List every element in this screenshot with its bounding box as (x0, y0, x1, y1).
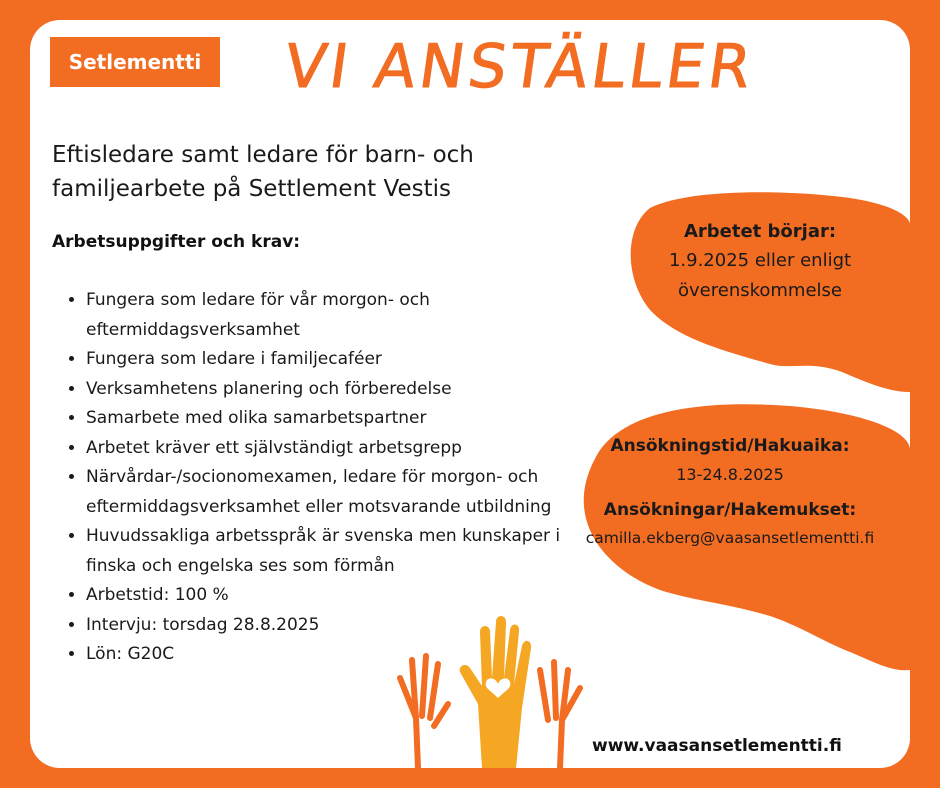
website-link[interactable]: www.vaasansetlementti.fi (592, 736, 842, 756)
start-value-line-1: 1.9.2025 eller enligt (668, 250, 852, 271)
list-item: • Arbetet kräver ett självständigt arbetsgrepp (86, 434, 586, 464)
headline: VI ANSTÄLLER (280, 32, 760, 102)
list-item: • Huvudssakliga arbetsspråk är svenska men kunskaper i finska och engelska ses som förmån (86, 522, 586, 581)
contact-email[interactable]: camilla.ekberg@vaasansetlementti.fi (585, 529, 875, 547)
period-value: 13-24.8.2025 (676, 465, 784, 484)
job-title-line-1: Eftisledare samt ledare för barn- och (52, 142, 474, 168)
job-title-line-2: familjearbete på Settlement Vestis (52, 176, 451, 202)
list-item: • Samarbete med olika samarbetspartner (86, 404, 586, 434)
contact-label: Ansökningar/Hakemukset: (603, 500, 857, 520)
list-item: • Intervju: torsdag 28.8.2025 (86, 611, 586, 641)
application-info (550, 432, 910, 552)
list-item: • Lön: G20C (86, 640, 586, 670)
list-item: • Närvårdar-/socionomexamen, ledare för morgon- och eftermiddagsverksamhet eller motsvarande utbildning (86, 463, 586, 522)
raised-hands-icon (390, 608, 590, 768)
start-info (630, 218, 890, 306)
tasks-heading: Arbetsuppgifter och krav: (52, 232, 301, 252)
list-item: • Fungera som ledare för vår morgon- och eftermiddagsverksamhet (86, 286, 586, 345)
list-item: • Fungera som ledare i familjecaféer (86, 345, 586, 375)
start-label: Arbetet börjar: (683, 221, 837, 242)
period-label: Ansökningstid/Hakuaika: (610, 436, 850, 456)
logo-text: Setlementti (68, 50, 202, 74)
list-item: • Arbetstid: 100 % (86, 581, 586, 611)
start-value-line-2: överenskommelse (678, 280, 842, 301)
list-item: • Verksamhetens planering och förberedelse (86, 375, 586, 405)
poster-card (30, 20, 910, 768)
